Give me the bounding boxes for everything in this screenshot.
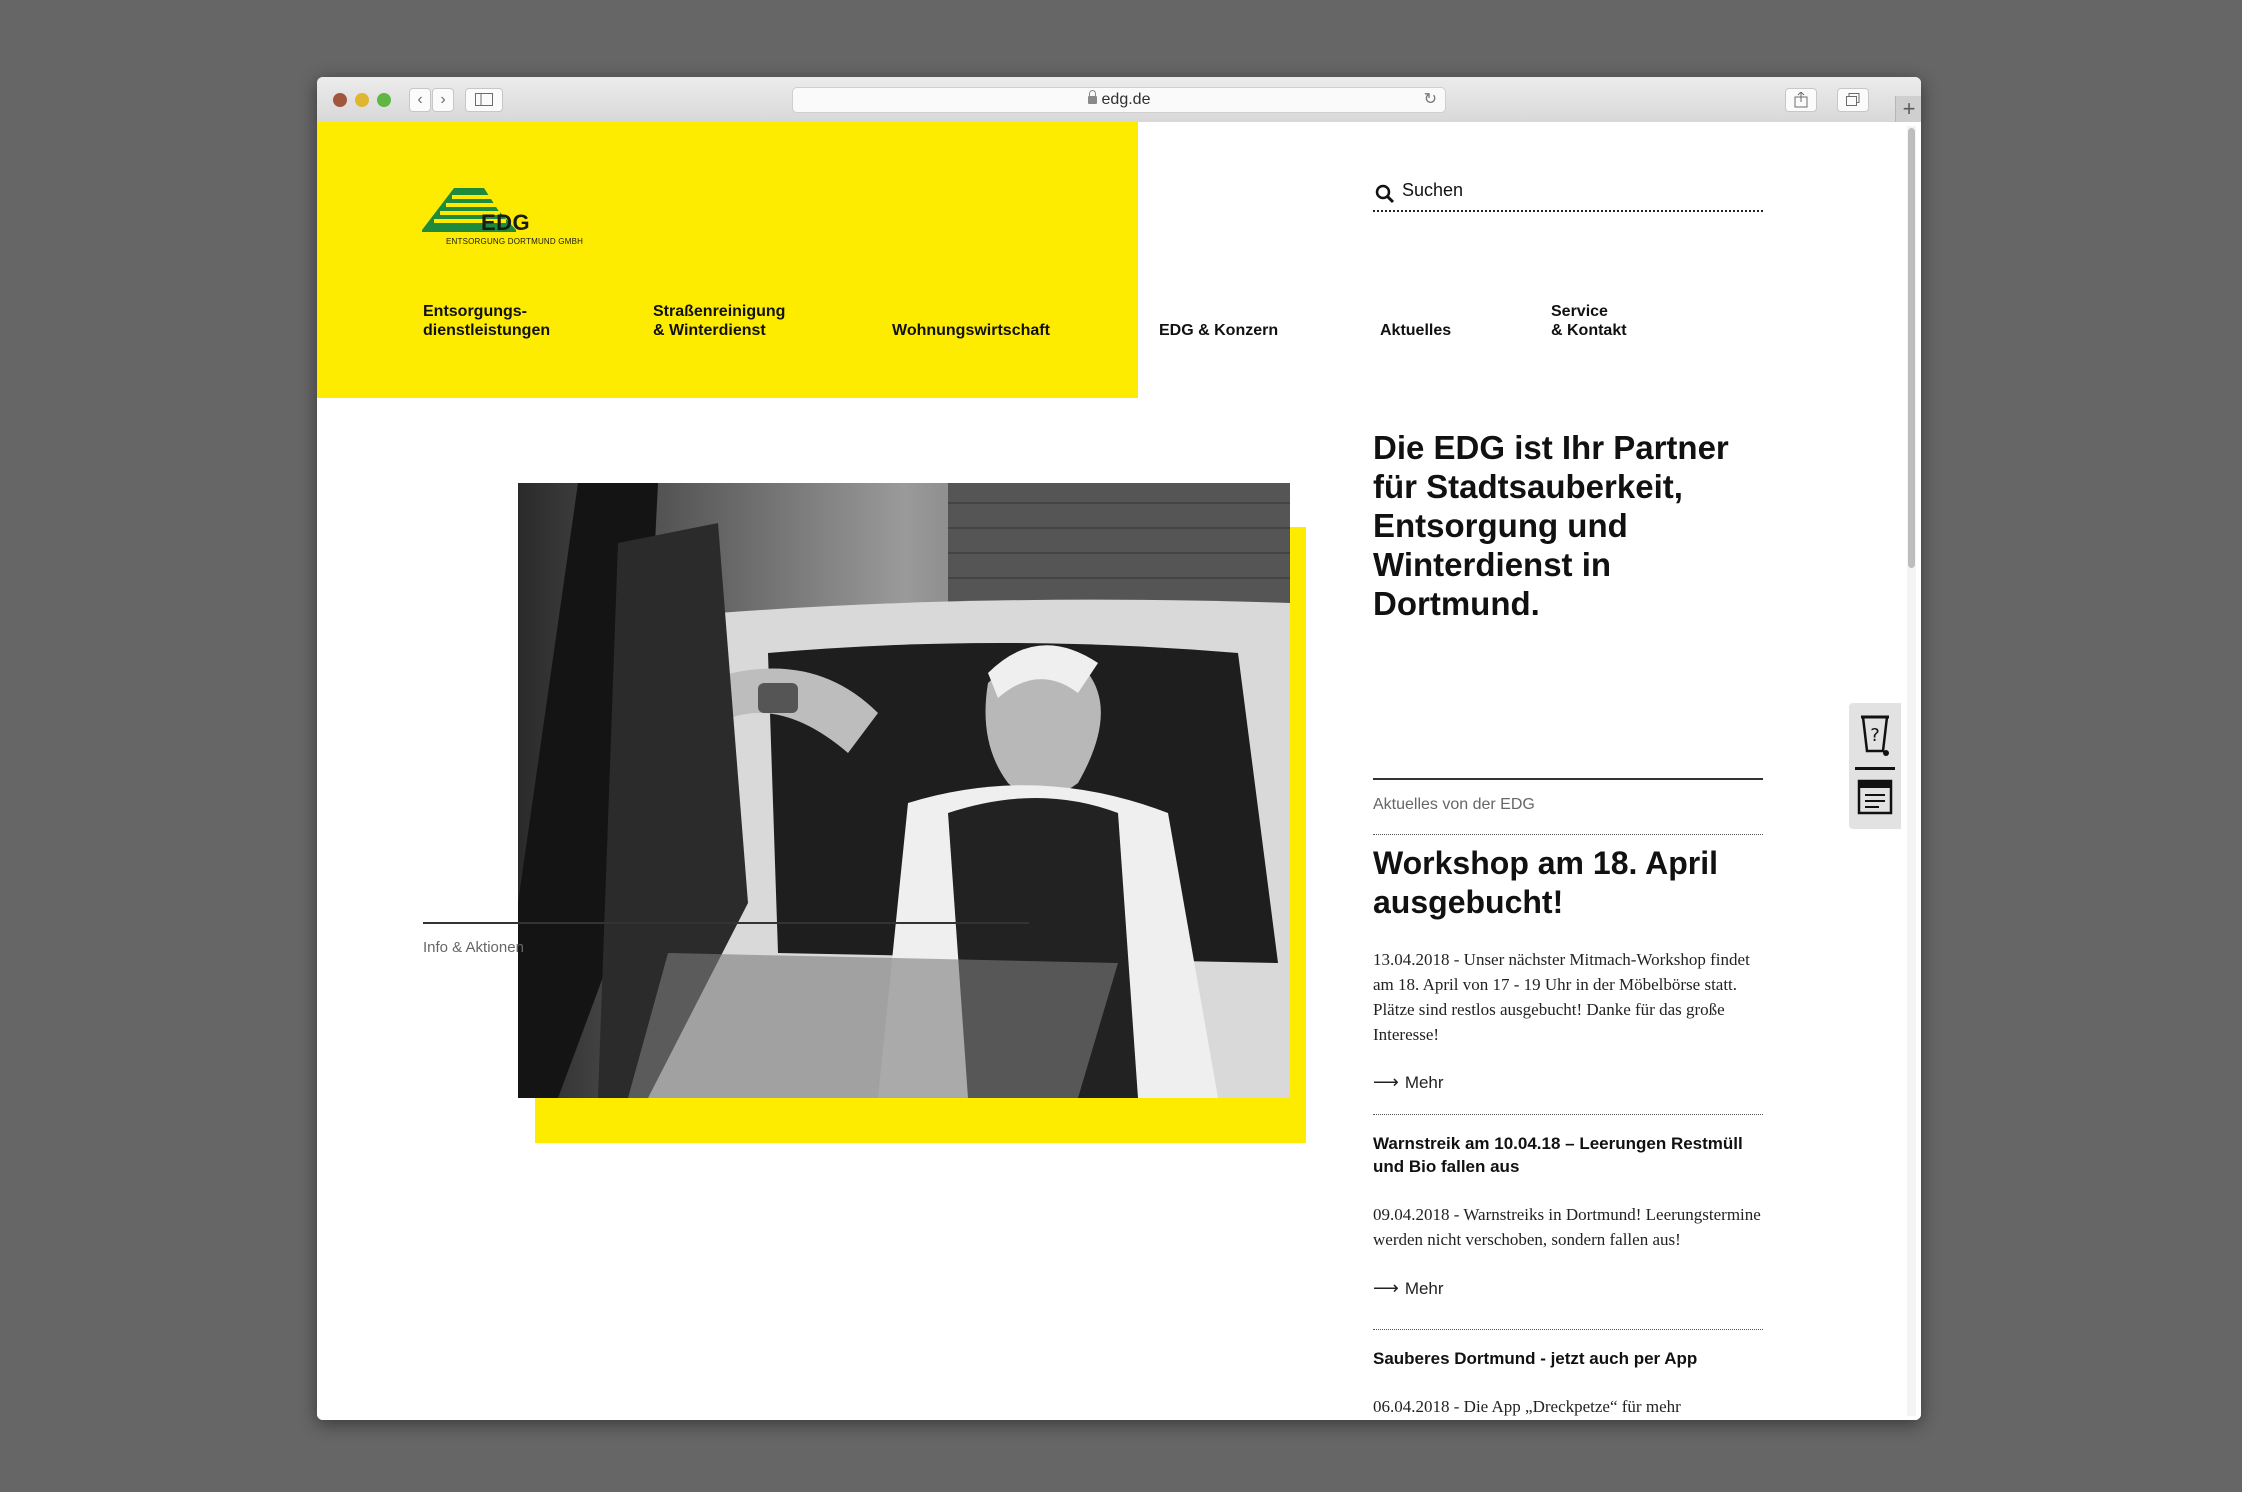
waste-bin-question-icon[interactable]: [1857, 711, 1893, 761]
side-tools-panel: [1849, 703, 1901, 829]
more-label: Mehr: [1404, 1073, 1444, 1092]
url-text: edg.de: [1101, 91, 1151, 108]
arrow-right-icon: ⟶: [1373, 1278, 1399, 1299]
sidebar-toggle-button[interactable]: [465, 88, 503, 112]
tools-divider: [1855, 767, 1895, 770]
news-item-body: 06.04.2018 - Die App „Dreckpetze“ für mehr: [1373, 1397, 1681, 1416]
info-aktionen-label: Info & Aktionen: [423, 939, 524, 956]
arrow-right-icon: ⟶: [1373, 1072, 1399, 1093]
chevron-right-icon: ›: [440, 91, 446, 108]
search-label: Suchen: [1402, 180, 1464, 200]
share-button[interactable]: [1785, 88, 1817, 112]
news-item-body: 13.04.2018 - Unser nächster Mitmach-Workshop findet am 18. April von 17 - 19 Uhr in der Möbelbörse statt. Plätze sind restlos ausgebucht! Danke für das große Interesse!: [1373, 950, 1750, 1044]
news-more-link[interactable]: [1373, 1072, 1444, 1093]
address-bar[interactable]: [792, 87, 1446, 113]
news-dotted-divider: [1373, 1329, 1763, 1330]
news-dotted-divider: [1373, 1114, 1763, 1115]
browser-toolbar: [317, 77, 1921, 123]
tabs-icon: [1846, 93, 1860, 107]
nav-strassenreinigung[interactable]: Straßenreinigung & Winterdienst: [653, 303, 786, 339]
logo-subtitle: ENTSORGUNG DORTMUND GMBH: [446, 237, 584, 246]
news-more-link[interactable]: [1373, 1278, 1444, 1299]
news-item-title[interactable]: Warnstreik am 10.04.18 – Leerungen Restmüll und Bio fallen aus: [1373, 1134, 1743, 1176]
zoom-window-button[interactable]: [377, 93, 391, 107]
back-button[interactable]: [409, 88, 431, 112]
news-item-body: 09.04.2018 - Warnstreiks in Dortmund! Leerungstermine werden nicht verschoben, sondern fallen aus!: [1373, 1205, 1761, 1249]
nav-wohnungswirtschaft[interactable]: Wohnungswirtschaft: [892, 322, 1050, 339]
news-dotted-divider: [1373, 834, 1763, 835]
plus-icon: +: [1902, 96, 1916, 121]
reload-icon[interactable]: ↻: [1423, 91, 1437, 108]
search-icon: [1375, 184, 1395, 204]
chevron-left-icon: ‹: [417, 91, 423, 108]
news-section-label: Aktuelles von der EDG: [1373, 796, 1535, 813]
calendar-list-icon[interactable]: [1857, 777, 1893, 821]
browser-window: [317, 77, 1921, 1420]
forward-button[interactable]: [432, 88, 454, 112]
search-field[interactable]: [1373, 180, 1763, 212]
svg-text:?: ?: [1870, 725, 1880, 746]
more-label: Mehr: [1404, 1279, 1444, 1298]
header-yellow-panel: [317, 122, 1138, 398]
nav-aktuelles[interactable]: Aktuelles: [1380, 322, 1452, 339]
page-content: [317, 122, 1921, 1420]
hero-photo: [518, 483, 1290, 1098]
nav-service-kontakt[interactable]: Service & Kontakt: [1551, 303, 1627, 339]
news-item-title[interactable]: Sauberes Dortmund - jetzt auch per App: [1373, 1349, 1698, 1368]
scrollbar-thumb[interactable]: [1908, 128, 1915, 568]
new-tab-button[interactable]: [1895, 96, 1921, 122]
sidebar-icon: [475, 93, 493, 106]
news-divider: [1373, 778, 1763, 780]
minimize-window-button[interactable]: [355, 93, 369, 107]
lock-icon: [1088, 96, 1097, 104]
logo-name: EDG: [481, 210, 531, 235]
hero-headline: Die EDG ist Ihr Partner für Stadtsauberkeit, Entsorgung und Winterdienst in Dortmund.: [1373, 429, 1729, 622]
share-icon: [1794, 92, 1808, 108]
info-divider: [423, 922, 1029, 924]
close-window-button[interactable]: [333, 93, 347, 107]
nav-entsorgungsdienstleistungen[interactable]: Entsorgungs- dienstleistungen: [423, 303, 551, 339]
news-item-title[interactable]: Workshop am 18. April ausgebucht!: [1373, 845, 1718, 920]
nav-edg-konzern[interactable]: EDG & Konzern: [1159, 322, 1279, 339]
tabs-overview-button[interactable]: [1837, 88, 1869, 112]
photo-worker-in-truck: [518, 483, 1290, 1098]
